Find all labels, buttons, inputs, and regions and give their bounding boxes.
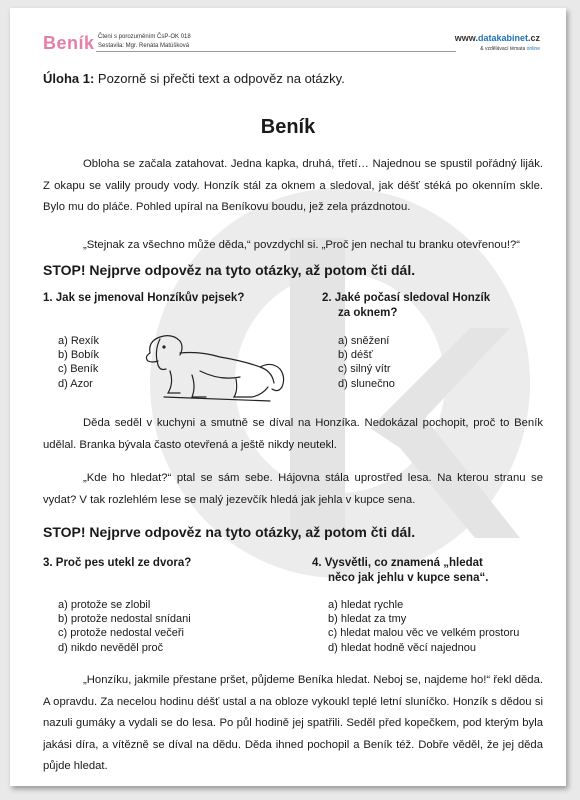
- q1-option-c[interactable]: c) Beník: [58, 363, 99, 376]
- header-meta: [98, 33, 191, 51]
- question-1-options: [58, 334, 99, 391]
- story-paragraph-5: „Honzíku, jakmile přestane pršet, půjdeme Beníka hledat. Neboj se, najdeme ho!“ řekl děda. A opravdu. Za necelou hodinu déšť ustal a na obloze vykoukl teplé letní sluníčko. Honzík s dědou si nazuli gumáky a vydali se do lesa. Po půl hodině jej spatřili. Seděl před kopečkem, pod kterým byla jakási díra, a vítězně se díval na dědu. Děda ihned pochopil a Beník též. Dobře věděl, že jej děda půjde hledat.: [43, 674, 543, 772]
- story-paragraph-3: Děda seděl v kuchyni a smutně se díval na Honzíka. Nedokázal pochopit, proč to Beník udělal. Branka bývala často otevřená a ještě nikdy neutekl.: [43, 417, 543, 451]
- q1-option-b[interactable]: b) Bobík: [58, 349, 99, 362]
- stop-heading-1: STOP! Nejprve odpověz na tyto otázky, až potom čti dál.: [43, 262, 416, 278]
- tagline-text: & vzdělávací témata: [480, 46, 527, 52]
- q2-option-d[interactable]: d) slunečno: [338, 377, 395, 390]
- header-meta-line2: Sestavila: Mgr. Renáta Matúšková: [98, 43, 190, 49]
- task-text: Pozorně si přečti text a odpověz na otázky.: [94, 71, 345, 86]
- q1-option-a[interactable]: a) Rexík: [58, 335, 99, 347]
- q3-option-c[interactable]: c) protože nedostal večeři: [58, 627, 184, 640]
- q3-option-d[interactable]: d) nikdo nevěděl proč: [58, 641, 164, 654]
- q2-option-a[interactable]: a) sněžení: [338, 335, 390, 347]
- site-prefix: www.: [454, 33, 478, 43]
- dog-illustration-icon: [140, 331, 290, 411]
- question-3-title: 3. Proč pes utekl ze dvora?: [43, 557, 192, 569]
- question-4-title-line2: něco jak jehlu v kupce sena“.: [328, 572, 489, 584]
- question-4-title: [312, 556, 488, 586]
- story-paragraph-4: „Kde ho hledat?“ ptal se sám sebe. Hájovna stála uprostřed lesa. Na kterou stranu se vydat? V tak rozlehlém lese se malý jezevčík hledá jak jehla v kupce sena.: [43, 472, 543, 506]
- q4-option-c[interactable]: c) hledat malou věc ve velkém prostoru: [328, 627, 520, 640]
- story-paragraph-2: „Stejnak za všechno může děda,“ povzdychl si. „Proč jen nechal tu branku otevřenou!?“: [83, 239, 521, 251]
- header-divider: [96, 51, 456, 52]
- question-3-options: [58, 598, 191, 655]
- site-tagline: [480, 46, 540, 52]
- site-brand: datakabinet: [477, 33, 528, 43]
- task-label: Úloha 1:: [43, 71, 95, 86]
- question-2-title-line1: 2. Jaké počasí sledoval Honzík: [322, 292, 491, 304]
- story-title: Beník: [260, 116, 316, 138]
- page-header: [10, 8, 566, 56]
- header-meta-line1: Čtení s porozuměním ČsP-OK 018: [98, 34, 191, 40]
- header-brand: Beník: [43, 33, 95, 53]
- q2-option-c[interactable]: c) silný vítr: [338, 363, 391, 376]
- tagline-online: online: [526, 46, 540, 52]
- q4-option-a[interactable]: a) hledat rychle: [328, 599, 404, 611]
- site-suffix: .cz: [527, 33, 540, 43]
- question-2-title-line2: za oknem?: [338, 307, 398, 319]
- task-instruction: [43, 71, 345, 86]
- q3-option-a[interactable]: a) protože se zlobil: [58, 599, 151, 611]
- q1-option-d[interactable]: d) Azor: [58, 377, 93, 390]
- site-url[interactable]: [455, 33, 540, 43]
- question-1-title: 1. Jak se jmenoval Honzíkův pejsek?: [43, 292, 245, 304]
- worksheet-page: [10, 8, 566, 786]
- story-paragraph-1: Obloha se začala zatahovat. Jedna kapka, druhá, třetí… Najednou se spustil pořádný liják. Z okapu se valily proudy vody. Honzík stál za oknem a sledoval, jak déšť stéká po okenním skle. Bylo mu do pláče. Pohled upíral na Beníkovu boudu, jež zela prázdnotou.: [43, 158, 543, 213]
- question-2-options: [338, 334, 395, 391]
- q4-option-d[interactable]: d) hledat hodně věcí najednou: [328, 641, 477, 654]
- question-4-options: [328, 598, 519, 655]
- q2-option-b[interactable]: b) déšť: [338, 349, 373, 362]
- q3-option-b[interactable]: b) protože nedostal snídani: [58, 613, 191, 626]
- q4-option-b[interactable]: b) hledat za tmy: [328, 613, 407, 626]
- question-2-title: [322, 291, 490, 321]
- question-4-title-line1: 4. Vysvětli, co znamená „hledat: [312, 557, 483, 569]
- stop-heading-2: STOP! Nejprve odpověz na tyto otázky, až potom čti dál.: [43, 524, 416, 540]
